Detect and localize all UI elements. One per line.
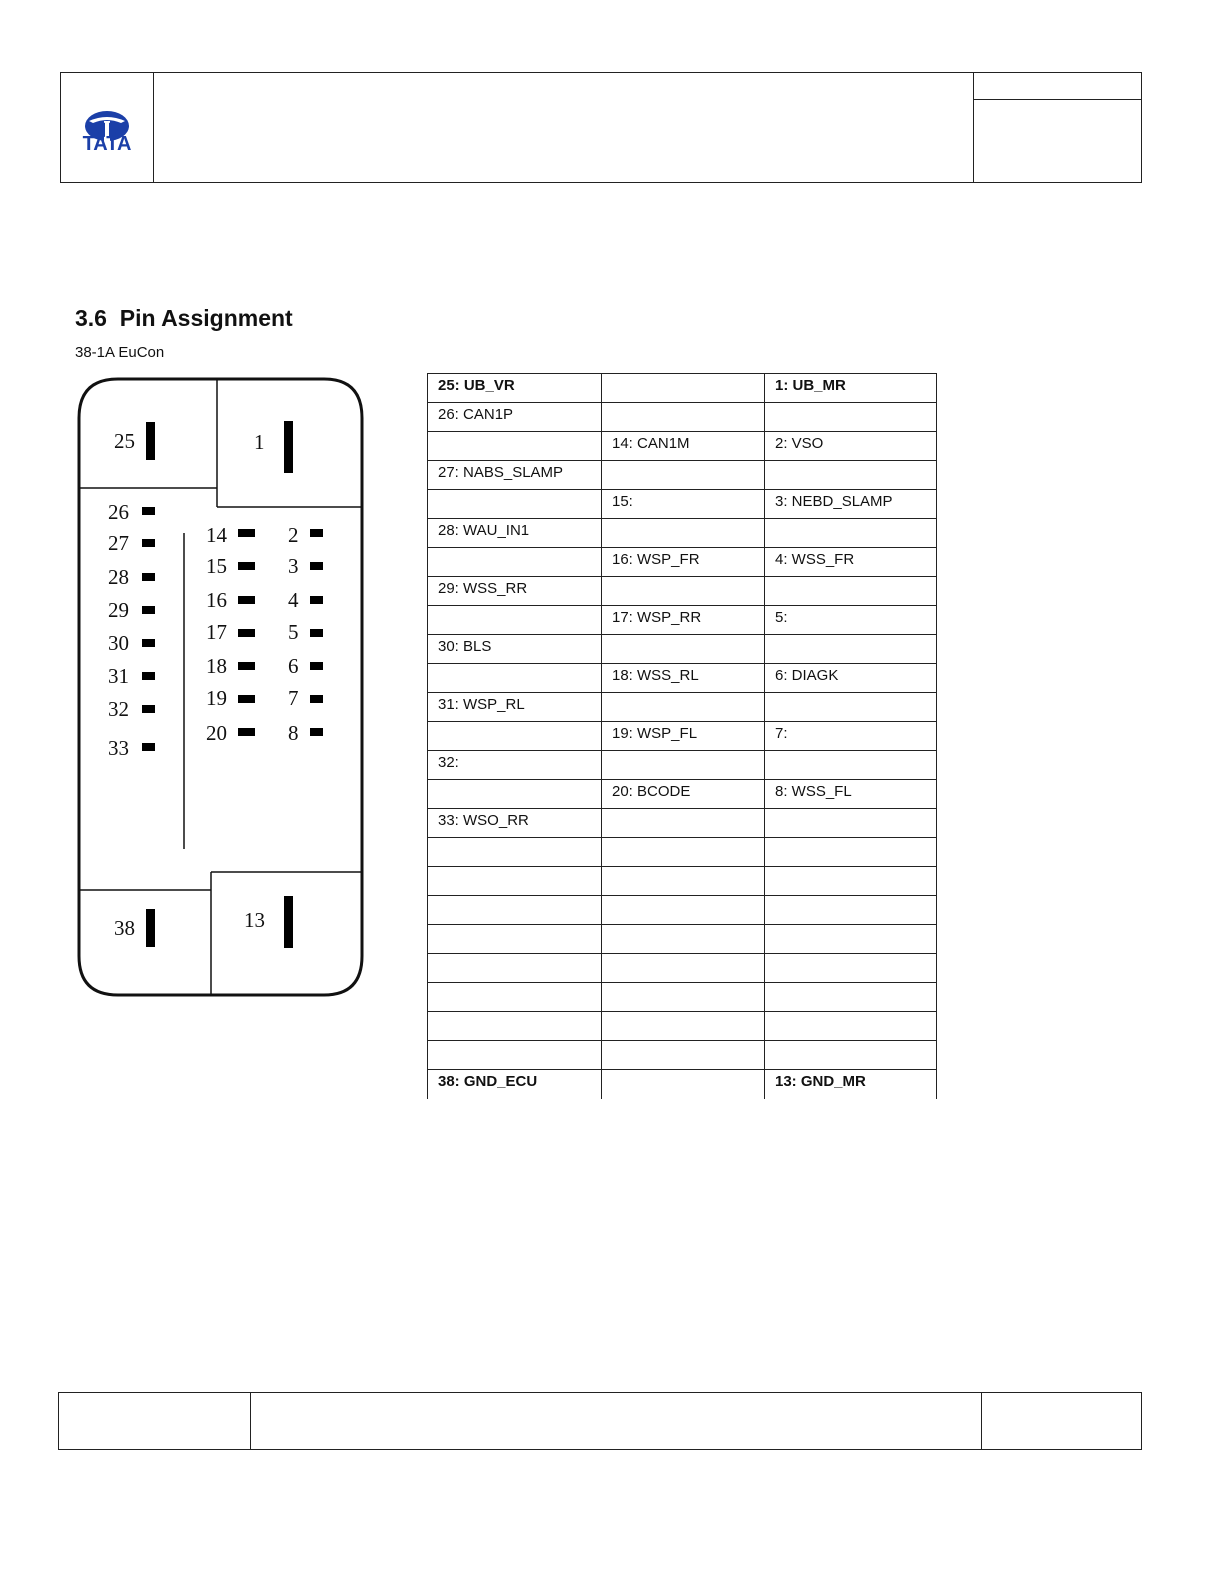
pin-label-13: 13: [244, 908, 265, 932]
table-cell: [438, 1012, 601, 1015]
document-footer: [58, 1392, 1142, 1450]
table-cell: [775, 461, 936, 464]
table-cell: [775, 635, 936, 638]
table-row: [428, 461, 937, 490]
pin-2: [310, 529, 323, 537]
table-cell: 2: VSO: [775, 435, 824, 452]
table-cell: 15:: [612, 493, 633, 510]
footer-left-cell: [59, 1393, 251, 1449]
table-cell: [775, 1041, 936, 1044]
pin-4: [310, 596, 323, 604]
pin-label-2: 2: [288, 523, 299, 547]
header-title-cell: [153, 73, 974, 182]
header-right-bottom-cell: [974, 100, 1141, 182]
table-row: [428, 983, 937, 1012]
table-cell: [438, 925, 601, 928]
table-cell: 28: WAU_IN1: [438, 522, 530, 539]
table-cell: 38: GND_ECU: [438, 1073, 538, 1090]
table-cell: [612, 954, 764, 957]
table-cell: [612, 751, 764, 754]
table-row: [428, 751, 937, 780]
pin-label-25: 25: [114, 429, 135, 453]
pin-label-3: 3: [288, 554, 299, 578]
pin-label-28: 28: [108, 565, 129, 589]
pin-6: [310, 662, 323, 670]
table-cell: 6: DIAGK: [775, 667, 839, 684]
table-cell: [612, 896, 764, 899]
pin-label-4: 4: [288, 588, 299, 612]
table-row: [428, 548, 937, 577]
pin-label-17: 17: [206, 620, 227, 644]
table-cell: [775, 751, 936, 754]
pin-label-33: 33: [108, 736, 129, 760]
table-cell: [612, 809, 764, 812]
table-cell: [775, 1012, 936, 1015]
table-cell: [775, 925, 936, 928]
pin-26: [142, 507, 155, 515]
table-row: [428, 664, 937, 693]
table-cell: 14: CAN1M: [612, 435, 690, 452]
table-cell: 3: NEBD_SLAMP: [775, 493, 893, 510]
table-cell: 13: GND_MR: [775, 1073, 866, 1090]
table-cell: 19: WSP_FL: [612, 725, 698, 742]
table-cell: [438, 1041, 601, 1044]
pin-label-31: 31: [108, 664, 129, 688]
table-cell: [438, 432, 601, 435]
pin-15: [238, 562, 255, 570]
table-row: [428, 1012, 937, 1041]
logo-cell: [61, 73, 154, 182]
pin-29: [142, 606, 155, 614]
pin-30: [142, 639, 155, 647]
table-cell: [612, 374, 764, 377]
table-cell: [775, 403, 936, 406]
table-row: [428, 780, 937, 809]
table-row: [428, 432, 937, 461]
table-cell: 1: UB_MR: [775, 377, 846, 394]
pin-32: [142, 705, 155, 713]
pin-label-8: 8: [288, 721, 299, 745]
table-cell: [612, 867, 764, 870]
table-cell: 18: WSS_RL: [612, 667, 699, 684]
table-cell: [612, 461, 764, 464]
table-cell: 20: BCODE: [612, 783, 691, 800]
pin-20: [238, 728, 255, 736]
table-cell: [775, 896, 936, 899]
table-cell: [612, 838, 764, 841]
table-cell: 31: WSP_RL: [438, 696, 525, 713]
table-cell: [438, 548, 601, 551]
pin-label-7: 7: [288, 686, 299, 710]
table-cell: 7:: [775, 725, 788, 742]
pin-label-20: 20: [206, 721, 227, 745]
footer-right-cell: [981, 1393, 1142, 1449]
pin-25: [146, 422, 155, 460]
table-cell: 32:: [438, 754, 459, 771]
pin-7: [310, 695, 323, 703]
pin-3: [310, 562, 323, 570]
table-cell: [775, 954, 936, 957]
table-cell: [438, 606, 601, 609]
table-row: [428, 809, 937, 838]
table-row: [428, 925, 937, 954]
pin-14: [238, 529, 255, 537]
table-cell: [612, 693, 764, 696]
table-cell: [438, 664, 601, 667]
pin-16: [238, 596, 255, 604]
table-cell: [612, 403, 764, 406]
table-cell: [775, 838, 936, 841]
pin-label-6: 6: [288, 654, 299, 678]
table-cell: [438, 954, 601, 957]
table-cell: [438, 722, 601, 725]
table-cell: [612, 983, 764, 986]
table-row: [428, 519, 937, 548]
pin-label-15: 15: [206, 554, 227, 578]
table-row: [428, 954, 937, 983]
pin-assignment-table: [427, 373, 937, 1099]
table-cell: [438, 490, 601, 493]
pin-label-1: 1: [254, 430, 265, 454]
table-cell: [775, 809, 936, 812]
pin-label-26: 26: [108, 500, 129, 524]
table-cell: [612, 1070, 764, 1073]
table-row: [428, 896, 937, 925]
table-cell: [612, 925, 764, 928]
table-cell: 17: WSP_RR: [612, 609, 702, 626]
table-row: [428, 838, 937, 867]
table-row: [428, 635, 937, 664]
pin-19: [238, 695, 255, 703]
table-cell: 4: WSS_FR: [775, 551, 855, 568]
document-header: [60, 72, 1142, 183]
pin-label-30: 30: [108, 631, 129, 655]
table-row: [428, 693, 937, 722]
section-subtitle: 38-1A EuCon: [75, 344, 165, 361]
pin-31: [142, 672, 155, 680]
table-cell: [775, 577, 936, 580]
table-cell: [612, 577, 764, 580]
table-cell: [438, 838, 601, 841]
table-cell: 33: WSO_RR: [438, 812, 529, 829]
logo-text: TATA: [82, 133, 132, 155]
table-cell: [438, 867, 601, 870]
pin-38: [146, 909, 155, 947]
pin-label-32: 32: [108, 697, 129, 721]
pin-label-19: 19: [206, 686, 227, 710]
pin-33: [142, 743, 155, 751]
table-row: [428, 374, 937, 403]
pin-label-16: 16: [206, 588, 227, 612]
table-cell: [438, 983, 601, 986]
pin-8: [310, 728, 323, 736]
table-cell: [612, 635, 764, 638]
table-cell: [612, 1012, 764, 1015]
table-cell: [438, 780, 601, 783]
table-cell: [775, 519, 936, 522]
table-cell: 26: CAN1P: [438, 406, 514, 423]
table-row: [428, 867, 937, 896]
table-cell: 16: WSP_FR: [612, 551, 700, 568]
table-row: [428, 403, 937, 432]
pin-18: [238, 662, 255, 670]
section-title: 3.6 Pin Assignment: [75, 305, 293, 331]
connector-diagram: [76, 376, 366, 998]
table-cell: 5:: [775, 609, 788, 626]
pin-28: [142, 573, 155, 581]
pin-1: [284, 421, 293, 473]
table-cell: [775, 867, 936, 870]
header-right-top-cell: [974, 73, 1141, 100]
pin-27: [142, 539, 155, 547]
pin-5: [310, 629, 323, 637]
table-cell: [612, 1041, 764, 1044]
table-row: [428, 722, 937, 751]
table-cell: 8: WSS_FL: [775, 783, 852, 800]
table-row: [428, 606, 937, 635]
pin-label-18: 18: [206, 654, 227, 678]
table-row: [428, 1070, 937, 1099]
table-cell: 30: BLS: [438, 638, 492, 655]
table-cell: 25: UB_VR: [438, 377, 515, 394]
table-cell: [438, 896, 601, 899]
table-cell: 29: WSS_RR: [438, 580, 528, 597]
table-cell: [775, 693, 936, 696]
table-row: [428, 577, 937, 606]
table-cell: 27: NABS_SLAMP: [438, 464, 564, 481]
pin-label-5: 5: [288, 620, 299, 644]
pin-label-38: 38: [114, 916, 135, 940]
table-cell: [775, 983, 936, 986]
pin-13: [284, 896, 293, 948]
pin-label-29: 29: [108, 598, 129, 622]
pin-label-14: 14: [206, 523, 227, 547]
table-cell: [612, 519, 764, 522]
table-row: [428, 490, 937, 519]
pin-17: [238, 629, 255, 637]
pin-label-27: 27: [108, 531, 129, 555]
table-row: [428, 1041, 937, 1070]
